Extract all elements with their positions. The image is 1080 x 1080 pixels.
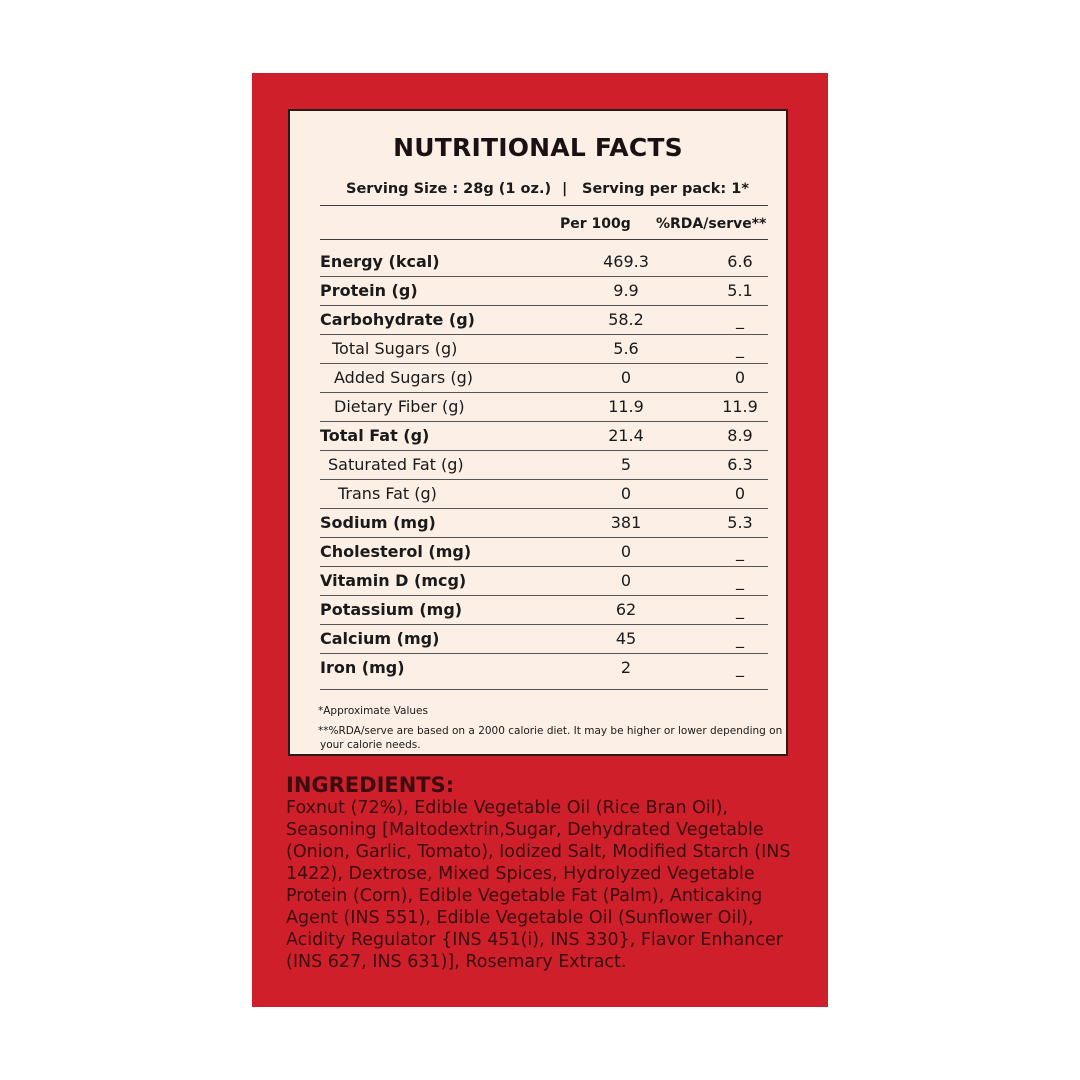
ingredients-text: Foxnut (72%), Edible Vegetable Oil (Rice Bran Oil), Seasoning [Maltodextrin,Sugar, Dehydrated Vegetable (Onion, Garlic, Tomato), Iodized Salt, Modified Starch (INS 1422), Dextrose, Mixed Spices, Hydrolyzed Vegetable Protein (Corn), Edible Vegetable Fat (Palm), Anticaking Agent (INS 551), Edible Vegetable Oil (Sunflower Oil), Acidity Regulator {INS 451(i), INS 330}, Flavor Enhancer (INS 627, INS 631)], Rosemary Extract. — [286, 798, 791, 972]
row-label: Vitamin D (mcg) — [320, 571, 467, 590]
row-per100: 11.9 — [608, 397, 644, 416]
row-per100: 62 — [615, 600, 637, 619]
row-rda: 5.3 — [727, 513, 753, 532]
row-rda: 6.3 — [727, 455, 753, 474]
table-row — [320, 248, 768, 277]
serving-separator: | — [562, 181, 568, 197]
row-label: Added Sugars (g) — [334, 368, 473, 387]
row-rda: _ — [736, 571, 744, 590]
serving-size: Serving Size : 28g (1 oz.) — [346, 181, 552, 197]
row-label: Carbohydrate (g) — [320, 310, 475, 329]
footnote-approx: *Approximate Values — [318, 705, 428, 717]
table-row — [320, 596, 768, 625]
row-label: Protein (g) — [320, 281, 418, 300]
row-per100: 5 — [620, 455, 632, 474]
col-head-rda: %RDA/serve** — [656, 216, 767, 232]
table-row — [320, 422, 768, 451]
row-label: Energy (kcal) — [320, 252, 440, 271]
row-rda: 0 — [734, 484, 746, 503]
serving-per-pack: Serving per pack: 1* — [582, 181, 749, 197]
col-head-per100: Per 100g — [560, 216, 631, 232]
ingredients-title: INGREDIENTS: — [286, 773, 455, 797]
table-row — [320, 277, 768, 306]
row-label: Iron (mg) — [320, 658, 405, 677]
table-row — [320, 509, 768, 538]
row-label: Total Sugars (g) — [332, 339, 458, 358]
row-per100: 0 — [620, 368, 632, 387]
label-panel — [252, 73, 828, 1007]
row-label: Cholesterol (mg) — [320, 542, 472, 561]
table-row — [320, 538, 768, 567]
row-rda: _ — [736, 310, 744, 329]
row-per100: 381 — [610, 513, 642, 532]
table-row — [320, 567, 768, 596]
row-per100: 58.2 — [608, 310, 644, 329]
row-rda: _ — [736, 600, 744, 619]
row-label: Calcium (mg) — [320, 629, 440, 648]
row-label: Saturated Fat (g) — [328, 455, 464, 474]
row-per100: 45 — [615, 629, 637, 648]
row-per100: 21.4 — [608, 426, 644, 445]
row-per100: 5.6 — [613, 339, 639, 358]
row-label: Sodium (mg) — [320, 513, 436, 532]
table-row — [320, 393, 768, 422]
row-rda: _ — [736, 629, 744, 648]
row-rda: 11.9 — [722, 397, 758, 416]
row-label: Total Fat (g) — [320, 426, 430, 445]
facts-title: NUTRITIONAL FACTS — [393, 133, 683, 162]
footnote-rda: **%RDA/serve are based on a 2000 calorie diet. It may be higher or lower depending on — [318, 725, 783, 737]
table-row — [320, 625, 768, 654]
footnote-rda-cont: your calorie needs. — [320, 739, 421, 751]
row-label: Trans Fat (g) — [338, 484, 437, 503]
row-per100: 0 — [620, 571, 632, 590]
row-per100: 9.9 — [613, 281, 639, 300]
table-row — [320, 306, 768, 335]
row-per100: 469.3 — [603, 252, 649, 271]
table-row — [320, 335, 768, 364]
row-rda: _ — [736, 542, 744, 561]
row-rda: 8.9 — [727, 426, 753, 445]
row-rda: 5.1 — [727, 281, 753, 300]
row-rda: 6.6 — [727, 252, 753, 271]
row-per100: 0 — [620, 484, 632, 503]
row-label: Dietary Fiber (g) — [334, 397, 465, 416]
row-label: Potassium (mg) — [320, 600, 463, 619]
header-rule — [320, 239, 768, 240]
row-rda: _ — [736, 339, 744, 358]
table-row — [320, 364, 768, 393]
table-row — [320, 480, 768, 509]
row-rda: _ — [736, 658, 744, 677]
row-per100: 0 — [620, 542, 632, 561]
row-rda: 0 — [734, 368, 746, 387]
serving-line — [320, 181, 768, 205]
table-row — [320, 451, 768, 480]
row-per100: 2 — [620, 658, 632, 677]
serving-rule — [320, 205, 768, 206]
table-row — [320, 654, 768, 690]
nutrition-facts-box — [288, 109, 788, 756]
